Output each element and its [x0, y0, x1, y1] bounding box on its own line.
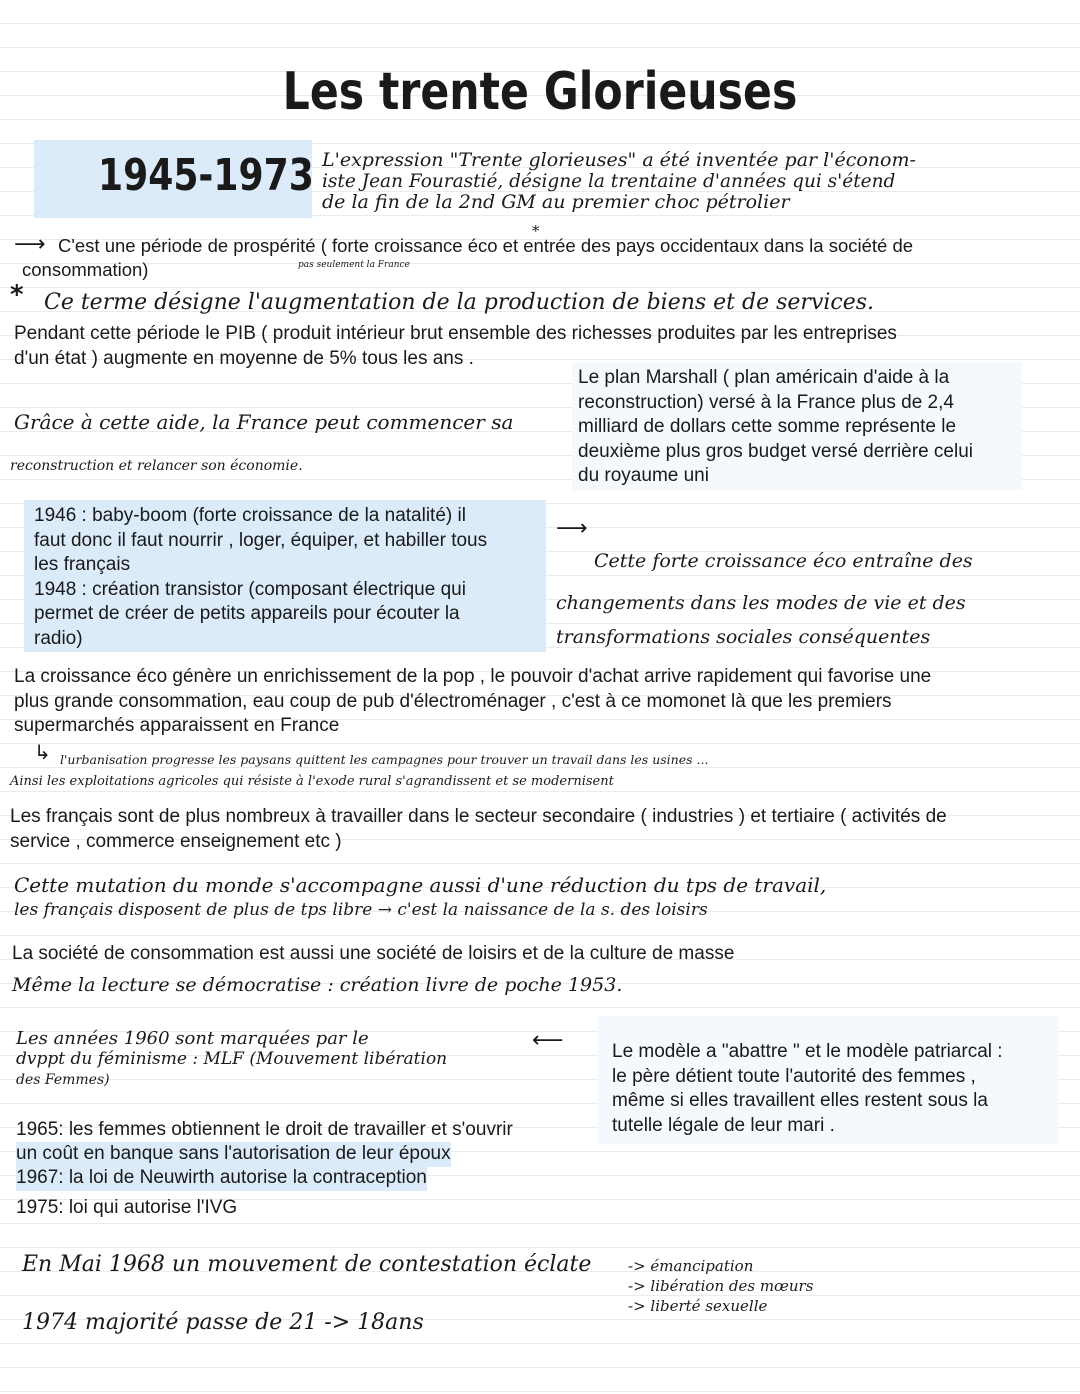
corner-arrow-icon: ↳ [34, 740, 51, 764]
enrichissement-line: plus grande consommation, eau coup de pub d'électroménager , c'est à ce momonet là que les premiers [14, 691, 892, 712]
croissance-note [556, 540, 973, 650]
grace-line: reconstruction et relancer son économie. [10, 458, 303, 474]
lecture-line: Même la lecture se démocratise : création livre de poche 1953. [12, 974, 623, 996]
enrichissement-line: supermarchés apparaissent en France [14, 715, 340, 736]
enrichissement-line: La croissance éco génère un enrichissement de la pop , le pouvoir d'achat arrive rapidement qui favorise une [14, 666, 932, 687]
droits-line: 1965: les femmes obtiennent le droit de travailler et s'ouvrir [16, 1119, 513, 1140]
feminisme-line: dvppt du féminisme : MLF (Mouvement libération [16, 1049, 448, 1069]
babyboom-line: permet de créer de petits appareils pour écouter la [34, 603, 460, 624]
marshall-line: Le plan Marshall ( plan américain d'aide à la [578, 367, 950, 388]
babyboom-line: faut donc il faut nourrir , loger, équiper, et habiller tous [34, 529, 488, 551]
droits-line: un coût en banque sans l'autorisation de leur époux [16, 1142, 451, 1167]
marshall-line: milliard de dollars cette somme représente le [578, 416, 957, 437]
droits-line: 1967: la loi de Neuwirth autorise la contraception [16, 1166, 427, 1191]
prosperity-line: consommation) [22, 259, 149, 280]
majorite-line: 1974 majorité passe de 21 -> 18ans [22, 1310, 424, 1335]
urbanisation-line: Ainsi les exploitations agricoles qui résiste à l'exode rural s'agrandissent et se modernisent [10, 774, 614, 789]
feminisme-line: des Femmes) [16, 1072, 110, 1088]
left-arrow-icon: ⟵ [532, 1028, 564, 1053]
patriarcal-line: Le modèle a "abattre " et le modèle patriarcal : [612, 1041, 1003, 1062]
secteurs-line: Les français sont de plus nombreux à travailler dans le secteur secondaire ( industries ) et tertiaire ( activités de [10, 806, 947, 827]
mai68-effect: -> émancipation [628, 1257, 754, 1275]
babyboom-line: 1946 : baby-boom (forte croissance de la natalité) il [34, 505, 466, 526]
intro-line: de la fin de la 2nd GM au premier choc pétrolier [322, 191, 790, 213]
intro-line: iste Jean Fourastié, désigne la trentaine d'années qui s'étend [322, 171, 896, 192]
mai68-effect: -> libération des mœurs [628, 1277, 814, 1295]
mutation-line: Cette mutation du monde s'accompagne aussi d'une réduction du tps de travail, [14, 873, 827, 897]
babyboom-box [24, 500, 546, 652]
marshall-line: reconstruction) versé à la France plus de 2,4 [578, 391, 954, 413]
prosperity-note: pas seulement la France [298, 260, 410, 270]
date-range: 1945-1973 [98, 150, 314, 201]
patriarcal-line: même si elles travaillent elles restent sous la [612, 1090, 988, 1111]
patriarcal-line: le père détient toute l'autorité des femmes , [612, 1065, 976, 1087]
croissance-line: changements dans les modes de vie et des [556, 592, 966, 614]
babyboom-line: radio) [34, 627, 83, 649]
mai68-effect: -> liberté sexuelle [628, 1297, 768, 1315]
urbanisation-line: l'urbanisation progresse les paysans quittent les campagnes pour trouver un travail dans les usines ... [60, 752, 709, 767]
marshall-line: deuxième plus gros budget versé derrière celui [578, 440, 973, 462]
feminisme-note [16, 1028, 447, 1091]
intro-note [322, 150, 916, 213]
prosperity-line: C'est une période de prospérité ( forte croissance éco et entrée des pays occidentaux dans la société de [58, 235, 914, 256]
pib-line: Pendant cette période le PIB ( produit intérieur brut ensemble des richesses produites par les entreprises [14, 323, 897, 344]
croissance-line: transformations sociales conséquentes [556, 626, 931, 648]
marshall-box [572, 362, 1022, 490]
mai68-line: En Mai 1968 un mouvement de contestation éclate [22, 1252, 592, 1277]
page-title: Les trente Glorieuses [282, 62, 798, 122]
star-note: Ce terme désigne l'augmentation de la production de biens et de services. [44, 290, 875, 315]
babyboom-line: 1948 : création transistor (composant électrique qui [34, 578, 466, 600]
mai68-effects [628, 1256, 813, 1316]
intro-line: L'expression "Trente glorieuses" a été inventée par l'économ- [322, 149, 916, 171]
croissance-line: Cette forte croissance éco entraîne des [594, 550, 973, 572]
loisirs-line: La société de consommation est aussi une société de loisirs et de la culture de masse [12, 943, 735, 964]
patriarcal-box [598, 1016, 1058, 1144]
pib-line: d'un état ) augmente en moyenne de 5% tous les ans . [14, 348, 474, 369]
right-arrow-icon: ⟶ [556, 516, 588, 541]
droits-line: 1975: loi qui autorise l'IVG [16, 1197, 238, 1218]
secteurs-line: service , commerce enseignement etc ) [10, 831, 342, 852]
feminisme-line: Les années 1960 sont marquées par le [16, 1028, 369, 1049]
star-icon: * [10, 280, 24, 310]
grace-line: Grâce à cette aide, la France peut commencer sa [14, 410, 514, 434]
asterisk: * [532, 222, 540, 240]
mutation-line: les français disposent de plus de tps libre → c'est la naissance de la s. des loisirs [14, 900, 708, 920]
marshall-line: du royaume uni [578, 465, 709, 486]
babyboom-line: les français [34, 554, 131, 575]
patriarcal-line: tutelle légale de leur mari . [612, 1114, 835, 1136]
right-arrow-icon: ⟶ [14, 232, 46, 257]
